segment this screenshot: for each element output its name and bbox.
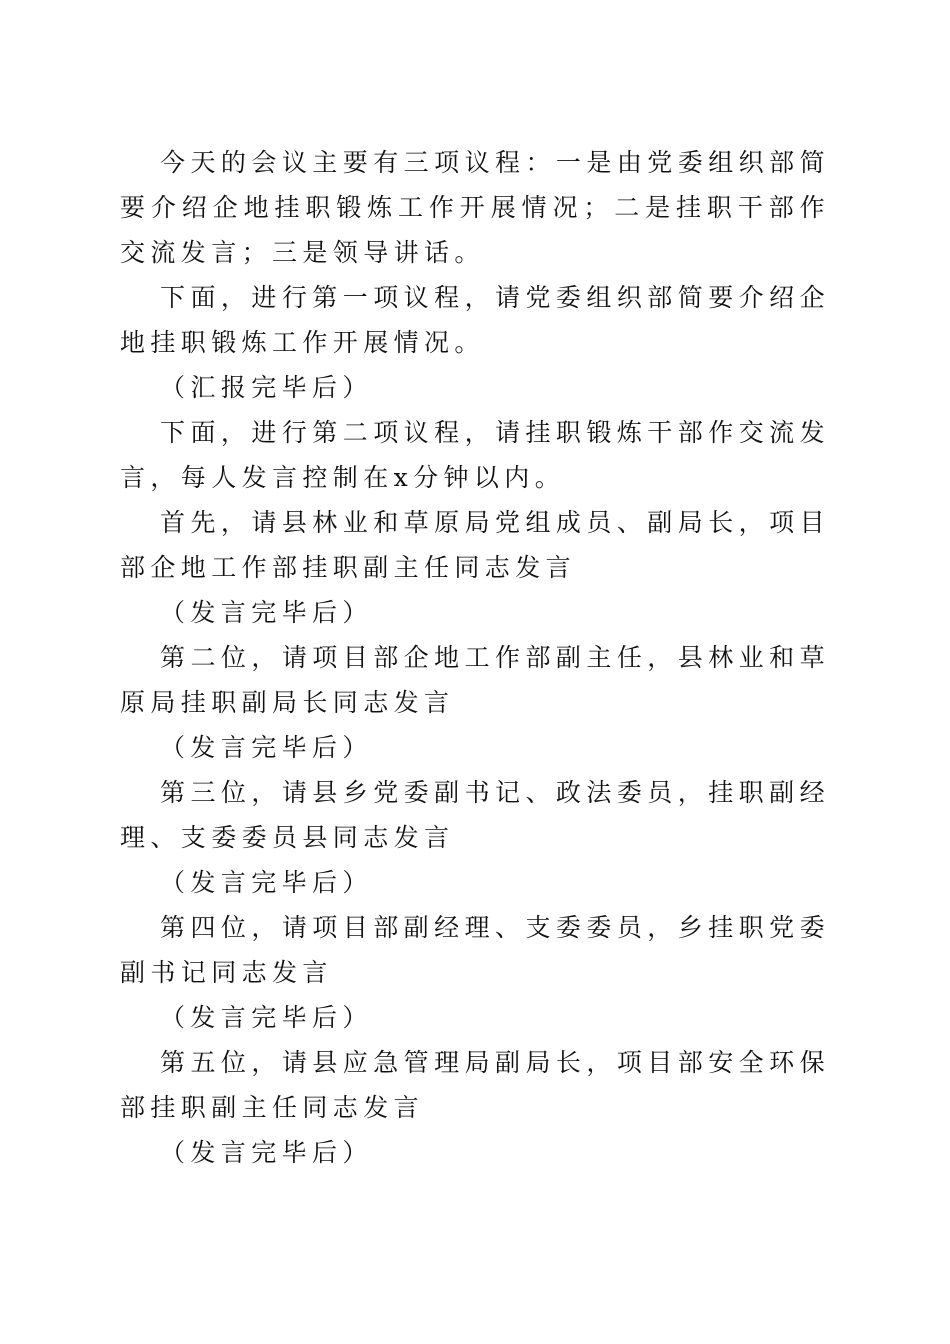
paragraph-speaker-2: 第二位，请项目部企地工作部副主任，县林业和草原局挂职副局长同志发言 — [120, 643, 830, 717]
stage-note-speech-done-5: （发言完毕后） — [160, 1138, 373, 1167]
paragraph-speaker-5: 第五位，请县应急管理局副局长，项目部安全环保部挂职副主任同志发言 — [120, 1048, 830, 1122]
paragraph-speaker-1: 首先，请县林业和草原局党组成员、副局长，项目部企地工作部挂职副主任同志发言 — [120, 508, 830, 582]
paragraph-speaker-4: 第四位，请项目部副经理、支委委员，乡挂职党委副书记同志发言 — [120, 913, 830, 987]
stage-note-report-done: （汇报完毕后） — [160, 373, 373, 402]
paragraph-first-item: 下面，进行第一项议程，请党委组织部简要介绍企地挂职锻炼工作开展情况。 — [120, 283, 830, 357]
paragraph-second-item: 下面，进行第二项议程，请挂职锻炼干部作交流发言，每人发言控制在x分钟以内。 — [120, 418, 830, 492]
stage-note-speech-done-4: （发言完毕后） — [160, 1003, 373, 1032]
document-body — [120, 140, 830, 1175]
stage-note-speech-done-1: （发言完毕后） — [160, 598, 373, 627]
stage-note-speech-done-3: （发言完毕后） — [160, 868, 373, 897]
paragraph-agenda-intro: 今天的会议主要有三项议程：一是由党委组织部简要介绍企地挂职锻炼工作开展情况；二是挂职干部作交流发言；三是领导讲话。 — [120, 148, 830, 267]
stage-note-speech-done-2: （发言完毕后） — [160, 733, 373, 762]
paragraph-speaker-3: 第三位，请县乡党委副书记、政法委员，挂职副经理、支委委员县同志发言 — [120, 778, 830, 852]
